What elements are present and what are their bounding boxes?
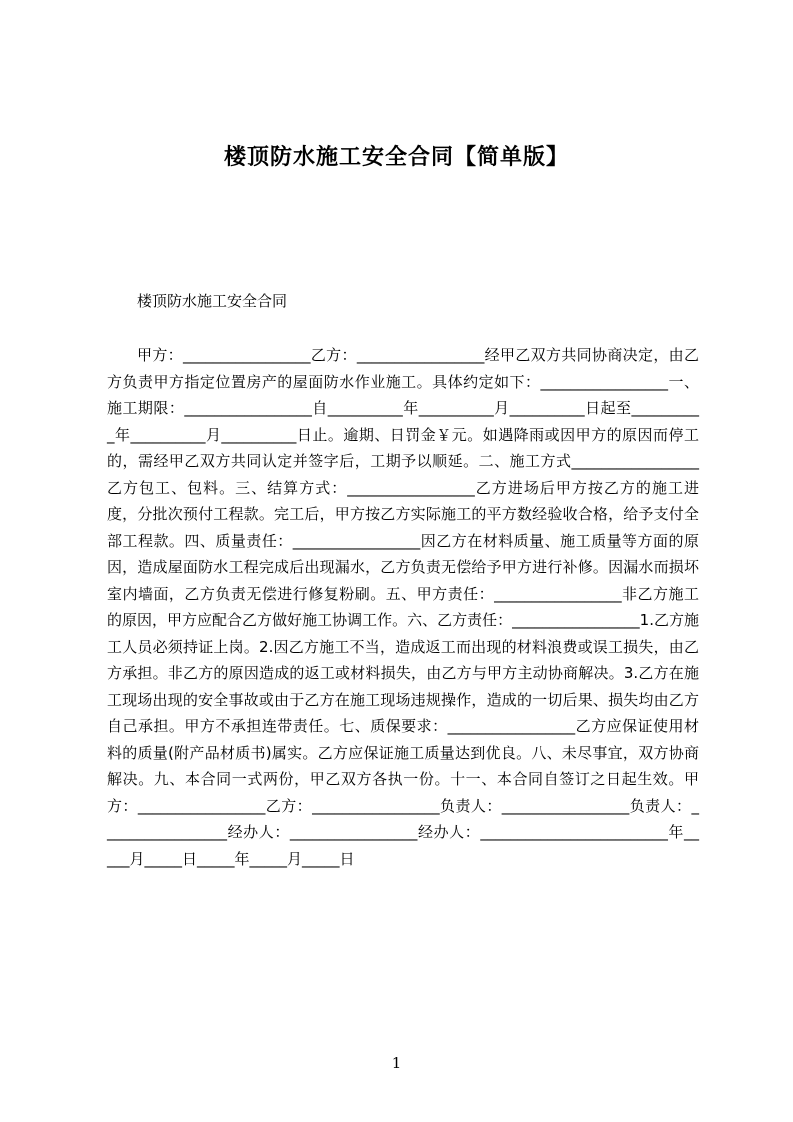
- document-subtitle: 楼顶防水施工安全合同: [137, 292, 288, 310]
- page-number: 1: [391, 1054, 402, 1072]
- contract-body: 甲方：_________________乙方：_________________经甲乙双方共同协商决定，由乙方负责甲方指定位置房产的屋面防水作业施工。具体约定如下：_________________一、施工期限：_________________自__________年__________月__________日起至__________年__________月__________日止。逾期、日罚金￥元。如遇降雨或因甲方的原因而停工的，需经甲乙双方共同认定并签字后，工期予以顺延。二、施工方式_________________乙方包工、包料。三、结算方式：_________________乙方进场后甲方按乙方的施工进度，分批次预付工程款。完工后，甲方按乙方实际施工的平方数经验收合格，给予支付全部工程款。四、质量责任：_________________因乙方在材料质量、施工质量等方面的原因，造成屋面防水工程完成后出现漏水，乙方负责无偿给予甲方进行补修。因漏水而损坏室内墙面，乙方负责无偿进行修复粉刷。五、甲方责任：_________________非乙方施工的原因，甲方应配合乙方做好施工协调工作。六、乙方责任：_________________1.乙方施工人员必须持证上岗。2.因乙方施工不当，造成返工而出现的材料浪费或误工损失，由乙方承担。非乙方的原因造成的返工或材料损失，由乙方与甲方主动协商解决。3.乙方在施工现场出现的安全事故或由于乙方在施工现场违规操作，造成的一切后果、损失均由乙方自己承担。甲方不承担连带责任。七、质保要求：_________________乙方应保证使用材料的质量(附产品材质书)属实。乙方应保证施工质量达到优良。八、未尽事宜，双方协商解决。九、本合同一式两份，甲乙双方各执一份。十一、本合同自签订之日起生效。甲方：_________________乙方：_________________负责人：_________________负责人：_________________经办人：_________________经办人：_________________________年_____月_____日_____年_____月_____日: [107, 346, 699, 868]
- document-title: 楼顶防水施工安全合同【简单版】: [223, 145, 569, 170]
